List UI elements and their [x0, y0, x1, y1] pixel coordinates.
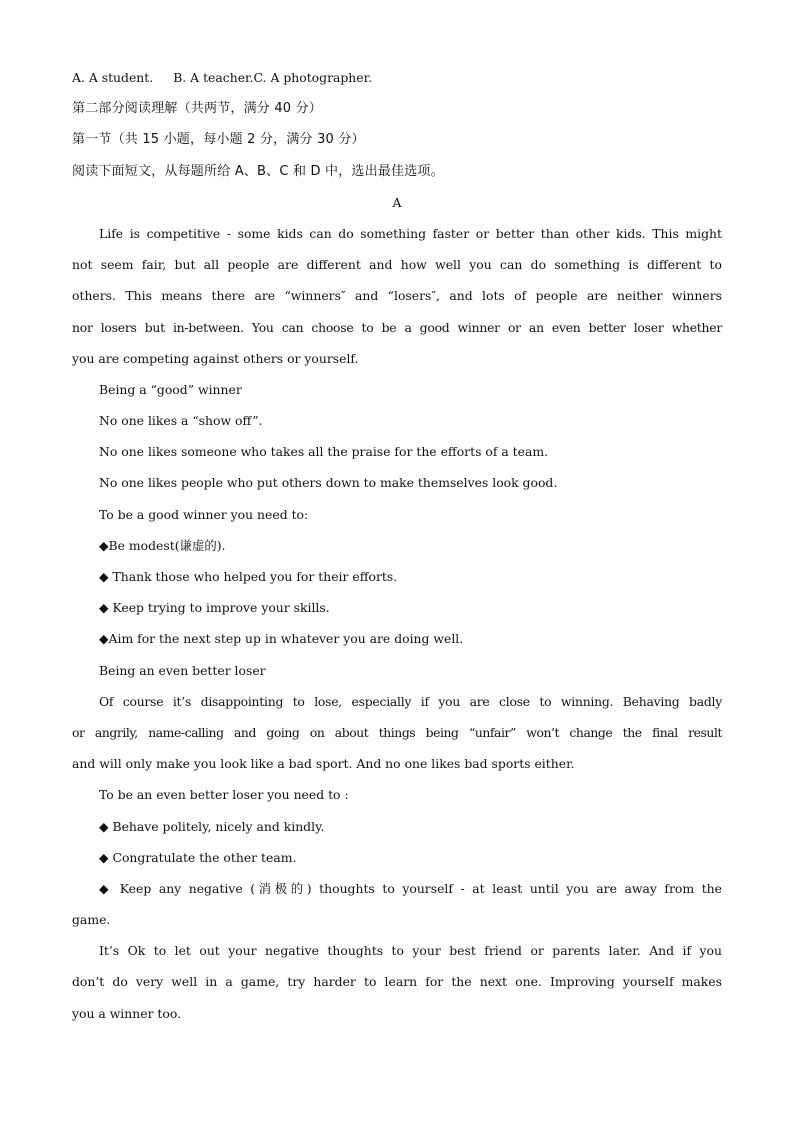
option-b-c: B. A teacher.C. A photographer. — [173, 70, 373, 85]
document-page — [72, 62, 722, 1029]
good-winner-point-3: No one likes people who put others down to make themselves look good. — [99, 475, 558, 491]
good-winner-bullet-3: ◆ Keep trying to improve your skills. — [99, 600, 330, 616]
intro-line-3: others. This means there are “winners″ and “losers″, and lots of people are neither winners — [72, 288, 722, 304]
better-loser-line-1: Of course it’s disappointing to lose, especially if you are close to winning. Behaving badly — [99, 693, 722, 709]
good-winner-bullet-4: ◆Aim for the next step up in whatever you are doing well. — [99, 631, 464, 647]
better-loser-line-2: or angrily, name-calling and going on about things being “unfair” won’t change the final result — [72, 724, 722, 740]
intro-line-5: you are competing against others or yourself. — [72, 350, 359, 366]
good-winner-point-2: No one likes someone who takes all the praise for the efforts of a team. — [99, 444, 549, 460]
intro-line-2: not seem fair, but all people are different and how well you can do something is different to — [72, 257, 722, 273]
closing-line-2: don’t do very well in a game, try harder to learn for the next one. Improving yourself makes — [72, 974, 722, 990]
instructions: 阅读下面短文，从每题所给 A、B、C 和 D 中，选出最佳选项。 — [72, 163, 444, 179]
good-winner-bullet-1: ◆Be modest(谦虚的). — [99, 537, 226, 553]
option-a: A. A student. — [72, 70, 154, 85]
intro-line-4: nor losers but in-between. You can choose to be a good winner or an even better loser whether — [72, 319, 722, 335]
good-winner-heading: Being a “good” winner — [99, 381, 242, 397]
better-loser-bullet-2: ◆ Congratulate the other team. — [99, 849, 297, 865]
section-title: 第二部分阅读理解（共两节，满分 40 分） — [72, 101, 323, 117]
answer-options-line — [72, 62, 722, 93]
better-loser-bullet-3-continued: game. — [72, 912, 111, 928]
better-loser-bullet-1: ◆ Behave politely, nicely and kindly. — [99, 818, 325, 834]
intro-line-1: Life is competitive - some kids can do something faster or better than other kids. This might — [99, 225, 722, 241]
passage-label: A — [392, 194, 402, 210]
better-loser-lead: To be an even better loser you need to : — [99, 787, 349, 803]
closing-line-1: It’s Ok to let out your negative thoughts to your best friend or parents later. And if you — [99, 943, 722, 959]
subsection-title: 第一节（共 15 小题，每小题 2 分，满分 30 分） — [72, 132, 365, 148]
closing-line-3: you a winner too. — [72, 1005, 182, 1021]
good-winner-point-1: No one likes a “show off”. — [99, 413, 263, 429]
better-loser-bullet-3: ◆ Keep any negative (消极的) thoughts to yourself - at least until you are away from the — [99, 880, 722, 896]
good-winner-bullet-2: ◆ Thank those who helped you for their efforts. — [99, 569, 398, 584]
better-loser-heading: Being an even better loser — [99, 662, 266, 678]
better-loser-line-3: and will only make you look like a bad sport. And no one likes bad sports either. — [72, 756, 575, 772]
good-winner-lead: To be a good winner you need to: — [99, 506, 309, 522]
